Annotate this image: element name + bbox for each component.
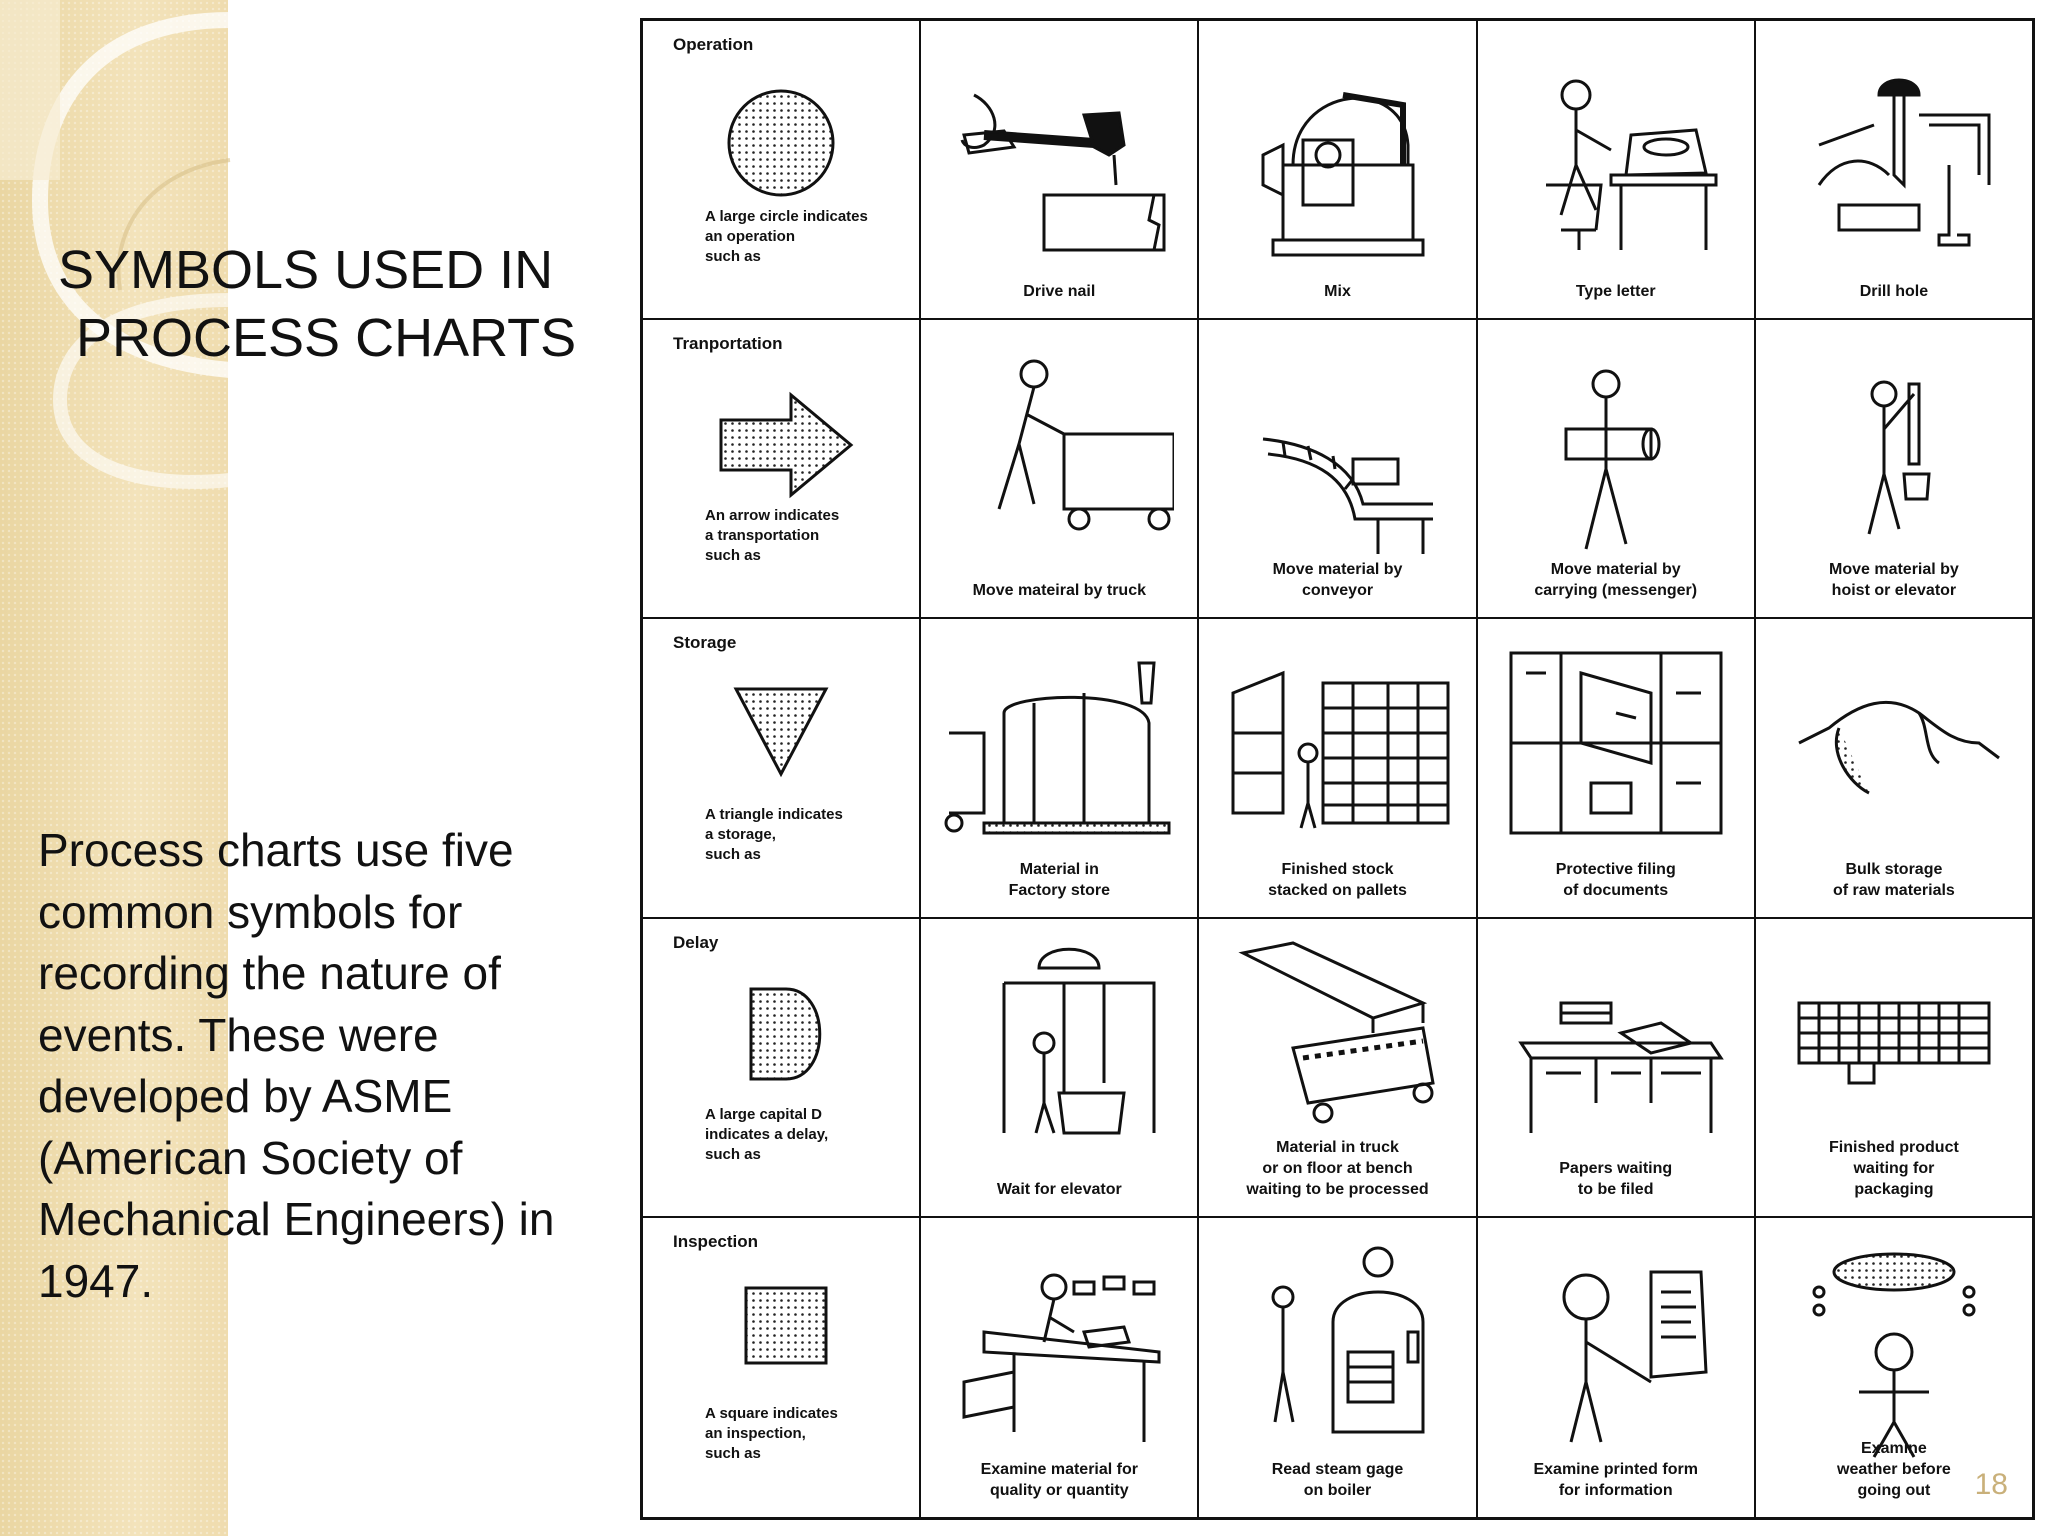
process-symbols-chart <box>640 18 2035 1520</box>
example-caption: Protective filing of documents <box>1555 860 1676 899</box>
example-caption: Move material by hoist or elevator <box>1829 561 1959 600</box>
symbol-cell <box>643 21 921 318</box>
triangle-icon <box>666 649 896 819</box>
example-cell <box>1199 320 1477 617</box>
slide-title <box>58 236 618 372</box>
person-carrying-icon <box>1501 334 1731 564</box>
desk-papers-icon <box>1501 933 1731 1163</box>
example-cell <box>1478 320 1756 617</box>
arrow-icon <box>666 350 896 520</box>
printed-form-icon <box>1501 1232 1731 1462</box>
example-cell <box>1199 919 1477 1216</box>
chart-row-operation <box>643 21 2032 320</box>
typist-desk-icon <box>1501 35 1731 265</box>
example-caption: Examine weather before going out <box>1837 1439 1951 1499</box>
square-icon <box>666 1248 896 1418</box>
example-caption: Finished product waiting for packaging <box>1829 1138 1959 1198</box>
example-caption: Bulk storage of raw materials <box>1833 860 1955 899</box>
example-cell <box>1478 919 1756 1216</box>
example-cell <box>1478 619 1756 916</box>
bulk-pile-icon <box>1779 633 2009 863</box>
example-caption: Mix <box>1324 283 1351 301</box>
example-caption: Drill hole <box>1859 283 1929 301</box>
example-caption: Wait for elevator <box>996 1180 1122 1198</box>
example-cell <box>1199 1218 1477 1517</box>
drill-press-icon <box>1779 35 2009 265</box>
example-cell <box>921 21 1199 318</box>
chart-row-inspection <box>643 1218 2032 1517</box>
category-label: Inspection <box>673 1231 759 1251</box>
elevator-wait-icon <box>944 933 1174 1163</box>
circle-icon <box>666 51 896 221</box>
example-cell <box>1756 919 2032 1216</box>
example-caption: Papers waiting to be filed <box>1559 1159 1673 1198</box>
hammer-nail-icon <box>944 35 1174 265</box>
pallets-icon <box>1223 633 1453 863</box>
example-caption: Move material by conveyor <box>1272 561 1403 600</box>
example-caption: Move material by carrying (messenger) <box>1534 561 1698 600</box>
example-cell <box>921 320 1199 617</box>
symbol-cell <box>643 320 921 617</box>
symbol-description: A square indicates an inspection, such as <box>705 1404 838 1462</box>
example-cell <box>1199 619 1477 916</box>
example-cell <box>921 919 1199 1216</box>
page-number: 18 <box>1974 1468 2008 1501</box>
example-caption: Type letter <box>1575 283 1656 301</box>
chart-row-transportation <box>643 320 2032 619</box>
factory-store-icon <box>944 633 1174 863</box>
inspect-table-icon <box>944 1232 1174 1462</box>
symbol-description: A large capital D indicates a delay, such as <box>705 1105 829 1163</box>
boxes-stack-icon <box>1779 933 2009 1163</box>
hoist-icon <box>1779 334 2009 564</box>
example-caption: Finished stock stacked on pallets <box>1268 860 1407 899</box>
d-shape-icon <box>666 949 896 1119</box>
slide-body-text: Process charts use five common symbols for recording the nature of events. These were developed by ASME (American Society of Mechanical Engineers) in 1947. <box>38 824 555 1307</box>
chart-row-delay <box>643 919 2032 1218</box>
example-cell <box>921 619 1199 916</box>
filing-cabinet-icon <box>1501 633 1731 863</box>
category-label: Operation <box>673 35 754 54</box>
slide-title-line2: PROCESS CHARTS <box>76 308 577 368</box>
example-cell <box>1756 320 2032 617</box>
truck-bench-icon <box>1223 933 1453 1163</box>
symbol-cell <box>643 1218 921 1517</box>
example-cell <box>1756 619 2032 916</box>
category-label: Storage <box>673 633 737 653</box>
example-caption: Material in Factory store <box>1008 860 1110 899</box>
example-cell <box>1478 1218 1756 1517</box>
category-label: Delay <box>673 932 719 952</box>
example-caption: Move mateiral by truck <box>972 582 1146 600</box>
hand-truck-icon <box>944 334 1174 564</box>
example-caption: Read steam gage on boiler <box>1271 1460 1404 1499</box>
symbol-description: An arrow indicates a transportation such as <box>705 507 840 565</box>
example-caption: Drive nail <box>1023 283 1096 301</box>
category-label: Tranportation <box>673 334 783 354</box>
slide-title-line1: SYMBOLS USED IN <box>58 240 554 300</box>
boiler-gauge-icon <box>1223 1232 1453 1462</box>
conveyor-icon <box>1223 334 1453 564</box>
example-caption: Material in truck or on floor at bench waiting to be processed <box>1246 1138 1429 1198</box>
example-caption: Examine material for quality or quantity <box>980 1460 1138 1499</box>
example-cell <box>1478 21 1756 318</box>
example-cell <box>1199 21 1477 318</box>
example-caption: Examine printed form for information <box>1533 1460 1698 1499</box>
chart-row-storage <box>643 619 2032 918</box>
example-cell <box>1756 21 2032 318</box>
weather-icon <box>1779 1232 2009 1462</box>
symbol-description: A triangle indicates a storage, such as <box>705 806 843 864</box>
example-cell <box>921 1218 1199 1517</box>
mixer-machine-icon <box>1223 35 1453 265</box>
symbol-cell <box>643 919 921 1216</box>
symbol-description: A large circle indicates an operation such as <box>705 208 868 265</box>
symbol-cell <box>643 619 921 916</box>
